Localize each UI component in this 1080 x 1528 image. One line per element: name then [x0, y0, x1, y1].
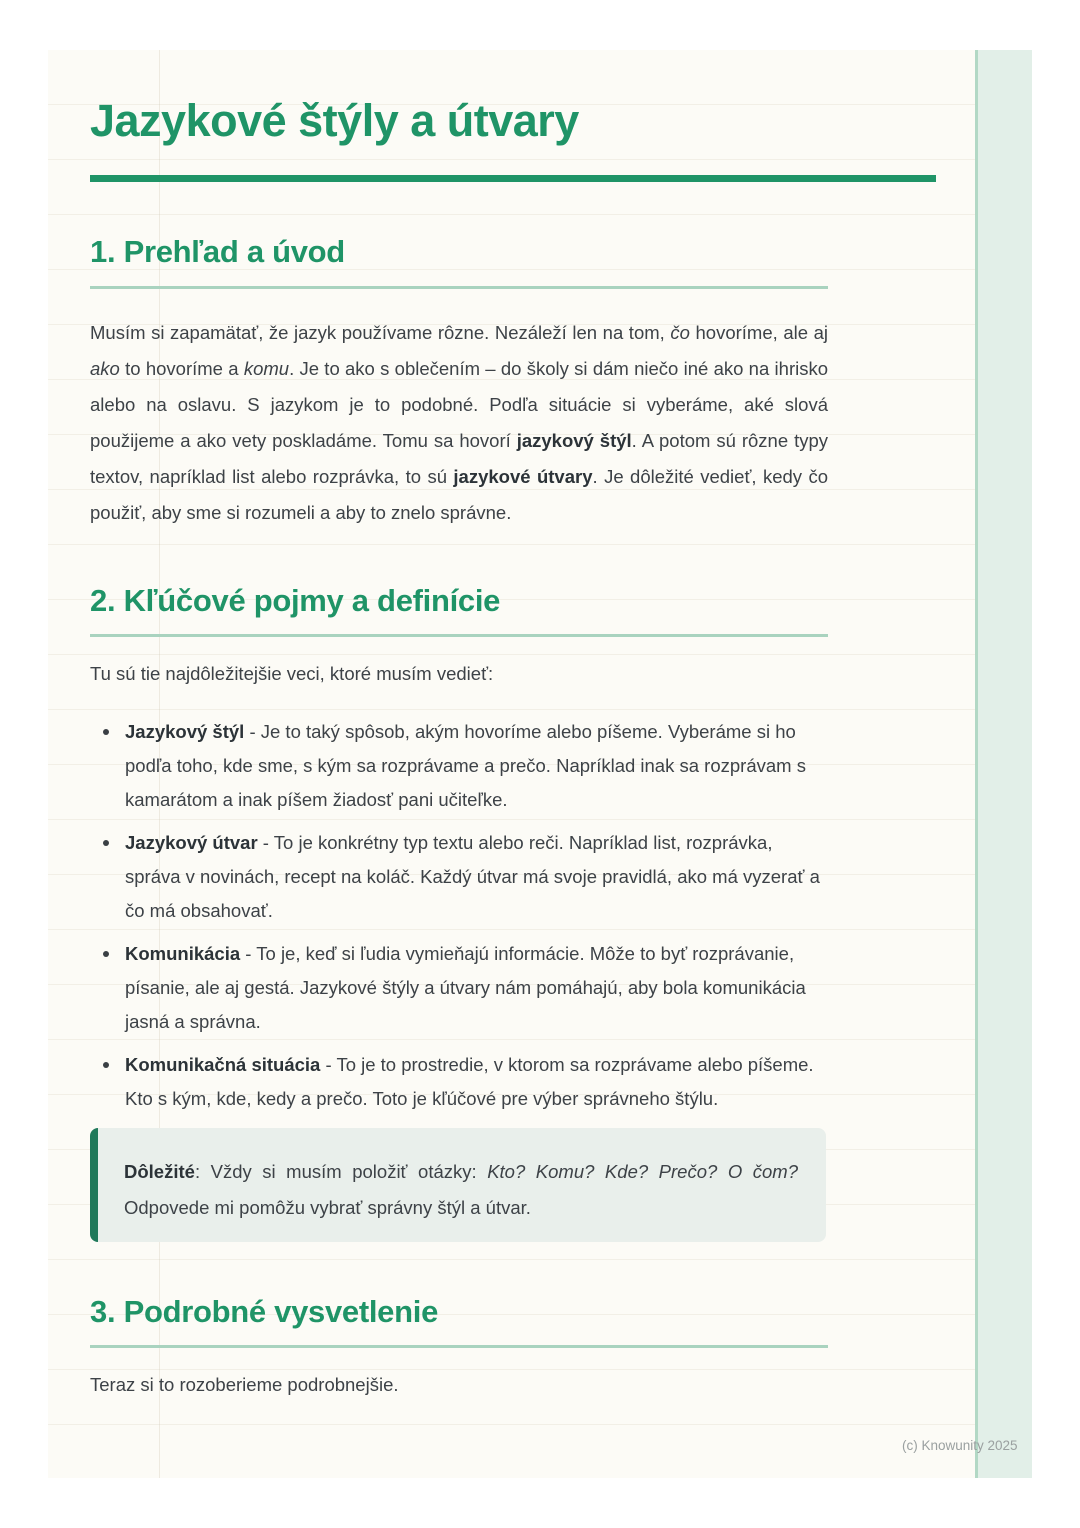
term-label: Komunikačná situácia: [125, 1053, 321, 1075]
term-definition: - To je to prostredie, v ktorom sa rozprávame alebo píšeme. Kto s kým, kde, kedy a prečo. Toto je kľúčové pre výber správneho štýlu.: [125, 1053, 814, 1109]
section-1-heading: 1. Prehľad a úvod: [90, 234, 345, 270]
section-3-heading: 3. Podrobné vysvetlenie: [90, 1293, 439, 1329]
text-run: hovoríme, ale aj: [689, 321, 829, 343]
section-2-heading: 2. Kľúčové pojmy a definície: [90, 582, 501, 618]
term-label: Jazykový útvar: [125, 831, 258, 853]
section-1-paragraph: [90, 315, 828, 531]
section-1-underline: [90, 286, 828, 289]
title-underline: [90, 175, 936, 182]
term-definition: - To je konkrétny typ textu alebo reči. Napríklad list, rozprávka, správa v novinách, recept na koláč. Každý útvar má svoje pravidlá, ako má vyzerať a čo má obsahovať.: [125, 831, 820, 921]
term-item: [90, 715, 828, 817]
text-run-bold: jazykové útvary: [453, 465, 593, 487]
key-terms-list: [90, 715, 828, 1116]
section-2-underline: [90, 634, 828, 637]
text-run: . Je dôležité vedieť, kedy čo použiť, aby sme si rozumeli a aby to znelo správne.: [90, 465, 828, 523]
term-label: Jazykový štýl: [125, 720, 245, 742]
bullet-icon: [103, 729, 109, 735]
term-definition: - Je to taký spôsob, akým hovoríme alebo píšeme. Vyberáme si ho podľa toho, kde sme, s kým sa rozprávame a prečo. Napríklad inak sa rozprávam s kamarátom a inak píšem žiadosť pani učiteľke.: [125, 720, 806, 810]
text-run-bold: jazykový štýl: [516, 429, 632, 451]
text-run-italic: ako: [90, 357, 120, 379]
bullet-icon: [103, 840, 109, 846]
term-item: [90, 826, 828, 928]
text-run-italic: čo: [670, 321, 690, 343]
section-3-underline: [90, 1345, 828, 1348]
bullet-icon: [103, 1062, 109, 1068]
section-2-intro: Tu sú tie najdôležitejšie veci, ktoré musím vedieť:: [90, 662, 494, 684]
text-run: : Vždy si musím položiť otázky:: [194, 1160, 488, 1182]
term-label: Komunikácia: [125, 942, 241, 964]
callout-label: Dôležité: [124, 1160, 195, 1182]
section-3-intro: Teraz si to rozoberieme podrobnejšie.: [90, 1374, 399, 1396]
notebook-paper: [48, 50, 1032, 1478]
term-item: [90, 1048, 828, 1116]
document-content: [90, 50, 828, 1400]
side-accent-bar: [975, 50, 1032, 1478]
text-run-italic: komu: [243, 357, 290, 379]
text-run: Musím si zapamätať, že jazyk používame rôzne. Nezáleží len na tom,: [90, 321, 671, 343]
copyright-note: (c) Knowunity 2025: [902, 1438, 1018, 1453]
page-title: Jazykové štýly a útvary: [90, 95, 579, 146]
term-definition: - To je, keď si ľudia vymieňajú informácie. Môže to byť rozprávanie, písanie, ale aj gestá. Jazykové štýly a útvary nám pomáhajú, aby bola komunikácia jasná a správna.: [125, 942, 806, 1032]
term-item: [90, 937, 828, 1039]
important-callout: [90, 1128, 826, 1242]
text-run: Odpovede mi pomôžu vybrať správny štýl a útvar.: [124, 1196, 531, 1218]
text-run: . Je to ako s oblečením – do školy si dám niečo iné ako na ihrisko alebo na oslavu. S jazykom je to podobné. Podľa situácie si vyberáme, aké slová použijeme a ako vety poskladáme. Tomu sa hovorí: [90, 357, 829, 451]
text-run-italic: Kto? Komu? Kde? Prečo? O čom?: [487, 1160, 798, 1182]
text-run: . A potom sú rôzne typy textov, napríklad list alebo rozprávka, to sú: [90, 429, 828, 487]
text-run: to hovoríme a: [119, 357, 244, 379]
bullet-icon: [103, 951, 109, 957]
